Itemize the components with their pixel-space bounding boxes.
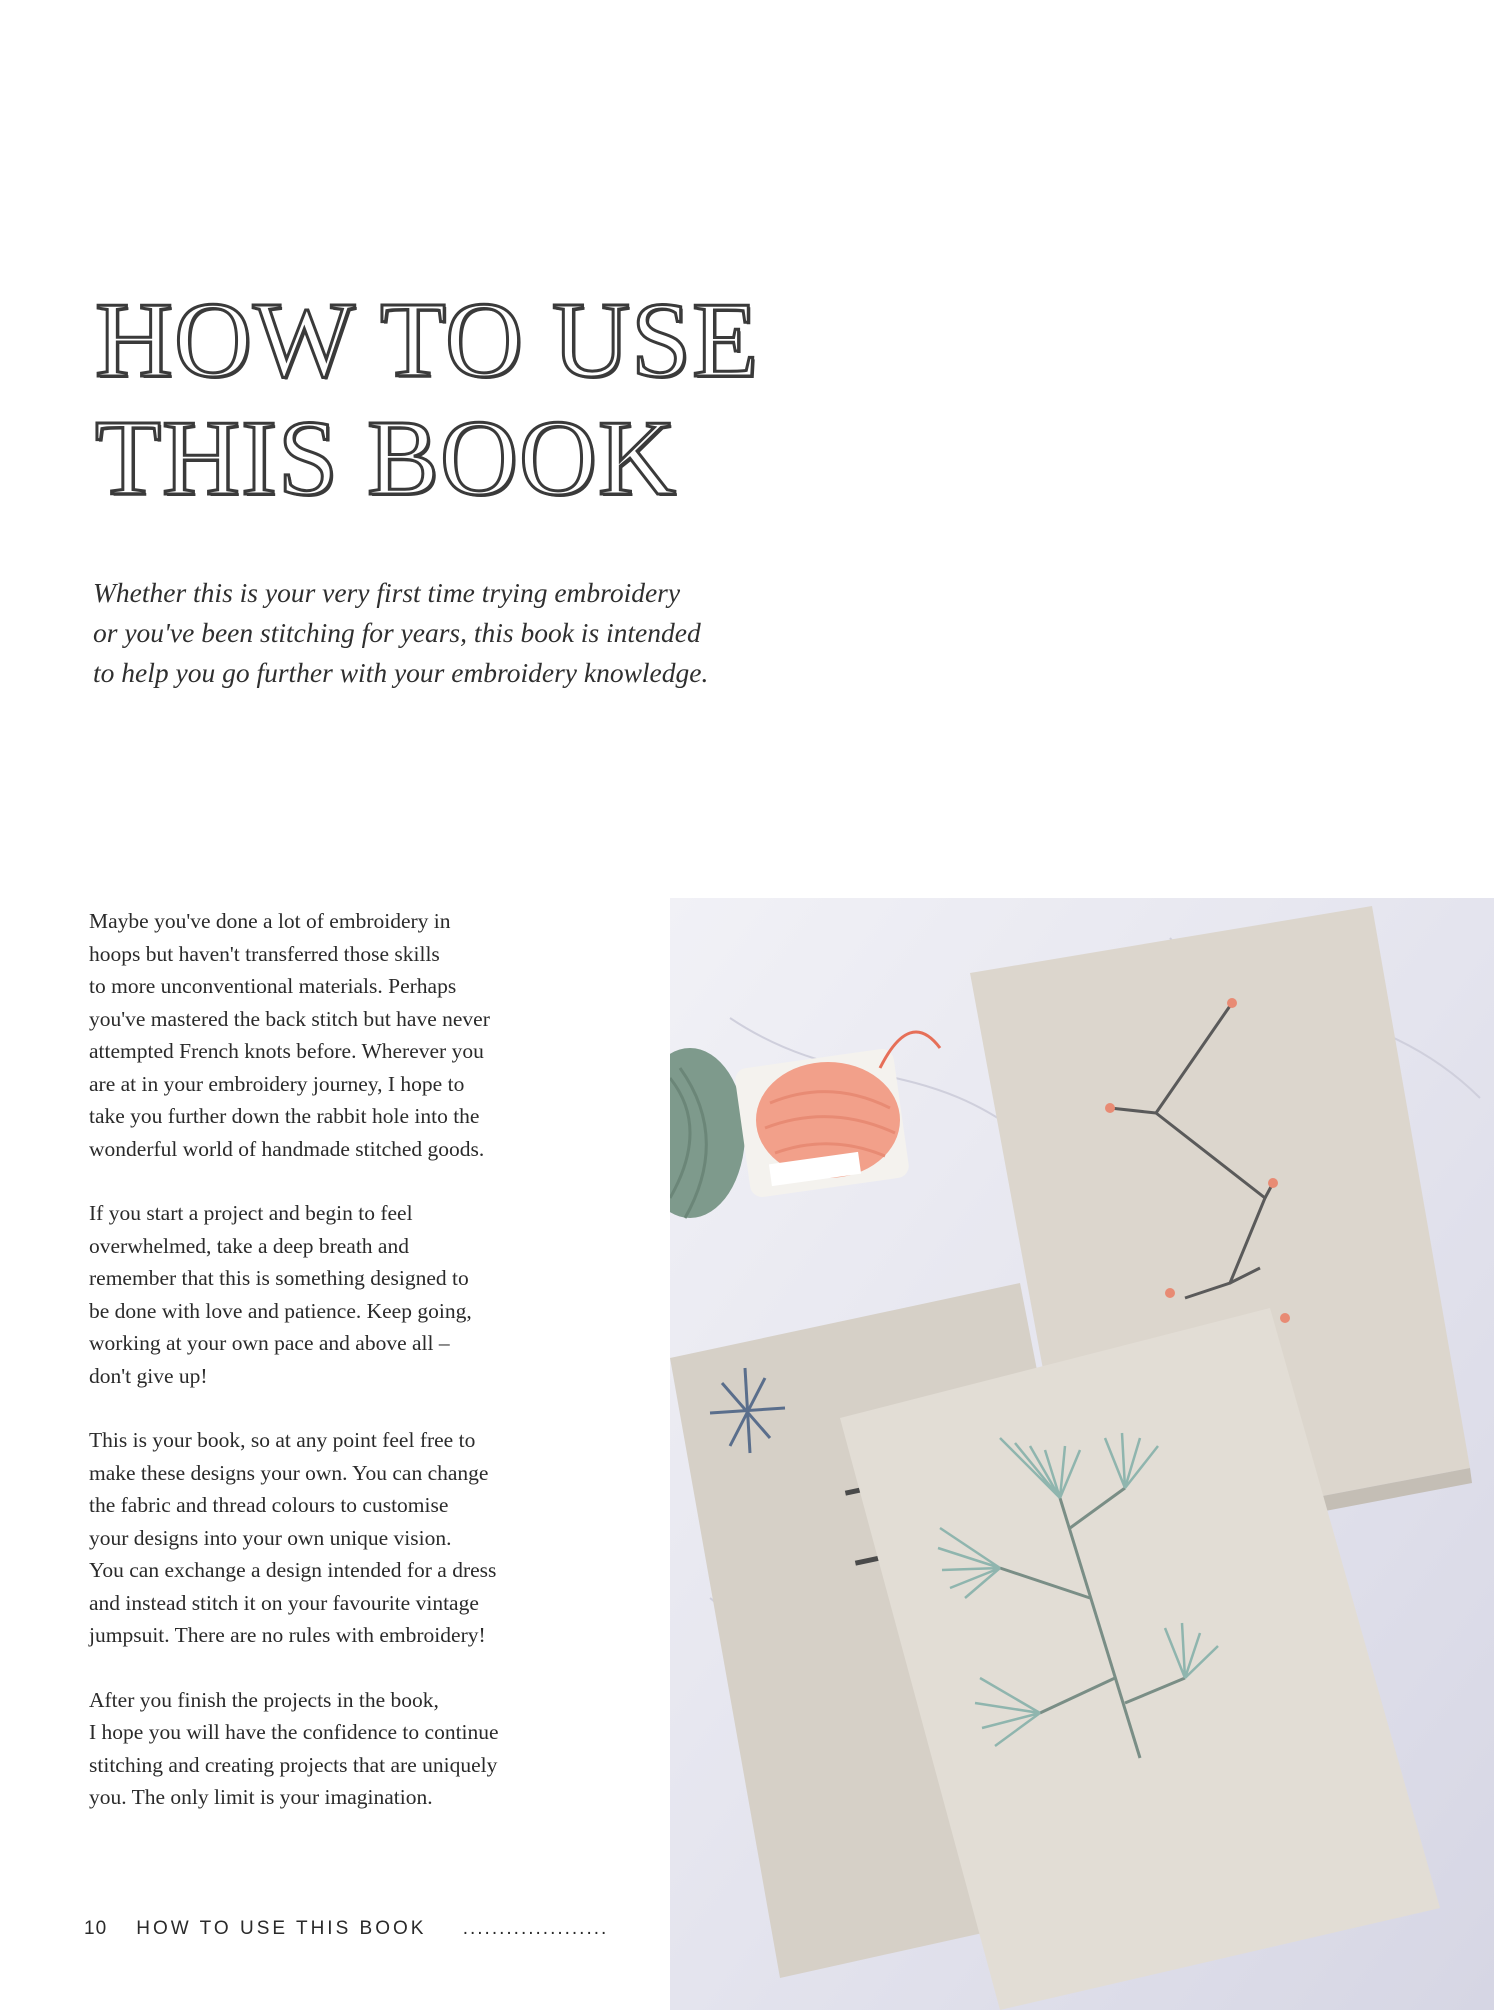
body-line: You can exchange a design intended for a dress — [89, 1558, 497, 1582]
intro-line: or you've been stitching for years, this book is intended — [93, 617, 701, 648]
body-line: you've mastered the back stitch but have never — [89, 1006, 490, 1031]
body-line: If you start a project and begin to feel — [89, 1201, 413, 1225]
body-line: are at in your embroidery journey, I hope to — [89, 1071, 465, 1096]
intro-line: Whether this is your very first time trying embroidery — [93, 577, 681, 608]
photo-illustration — [670, 898, 1494, 2010]
body-line: and instead stitch it on your favourite vintage — [89, 1590, 479, 1615]
body-paragraph-3 — [89, 1424, 609, 1652]
body-line: jumpsuit. There are no rules with embroidery! — [89, 1623, 486, 1647]
body-line: you. The only limit is your imagination. — [89, 1785, 433, 1809]
body-line: attempted French knots before. Wherever you — [89, 1039, 484, 1063]
body-text — [89, 905, 609, 1846]
page-footer — [84, 1918, 608, 1940]
body-line: don't give up! — [89, 1363, 208, 1388]
intro-line: to help you go further with your embroidery knowledge. — [93, 657, 709, 688]
body-line: your designs into your own unique vision. — [89, 1525, 452, 1550]
body-line: remember that this is something designed to — [89, 1266, 469, 1290]
page-title-line-2: THIS BOOK — [95, 399, 678, 518]
body-line: to more unconventional materials. Perhaps — [89, 974, 457, 998]
body-line: After you finish the projects in the book, — [89, 1687, 439, 1712]
body-line: hoops but haven't transferred those skills — [89, 941, 440, 966]
body-line: overwhelmed, take a deep breath and — [89, 1233, 409, 1258]
body-line: This is your book, so at any point feel free to — [89, 1428, 476, 1452]
body-line: working at your own pace and above all – — [89, 1331, 450, 1355]
page-title-line-1: HOW TO USE — [95, 281, 760, 400]
body-paragraph-2 — [89, 1197, 609, 1392]
page-title — [95, 282, 759, 518]
running-head: HOW TO USE THIS BOOK — [136, 1918, 427, 1939]
body-line: wonderful world of handmade stitched goods. — [89, 1136, 485, 1161]
body-paragraph-4 — [89, 1684, 609, 1814]
body-line: take you further down the rabbit hole into the — [89, 1104, 480, 1128]
embroidered-notebooks-photo — [670, 898, 1494, 2010]
body-line: make these designs your own. You can change — [89, 1460, 489, 1485]
body-line: stitching and creating projects that are uniquely — [89, 1752, 498, 1777]
body-line: Maybe you've done a lot of embroidery in — [89, 909, 451, 933]
body-paragraph-1 — [89, 905, 609, 1165]
page-number: 10 — [84, 1918, 108, 1939]
body-line: the fabric and thread colours to customise — [89, 1493, 449, 1517]
leader-dots: .................... — [462, 1918, 609, 1939]
intro-paragraph — [93, 573, 833, 693]
body-line: be done with love and patience. Keep going, — [89, 1298, 472, 1323]
body-line: I hope you will have the confidence to continue — [89, 1720, 499, 1744]
